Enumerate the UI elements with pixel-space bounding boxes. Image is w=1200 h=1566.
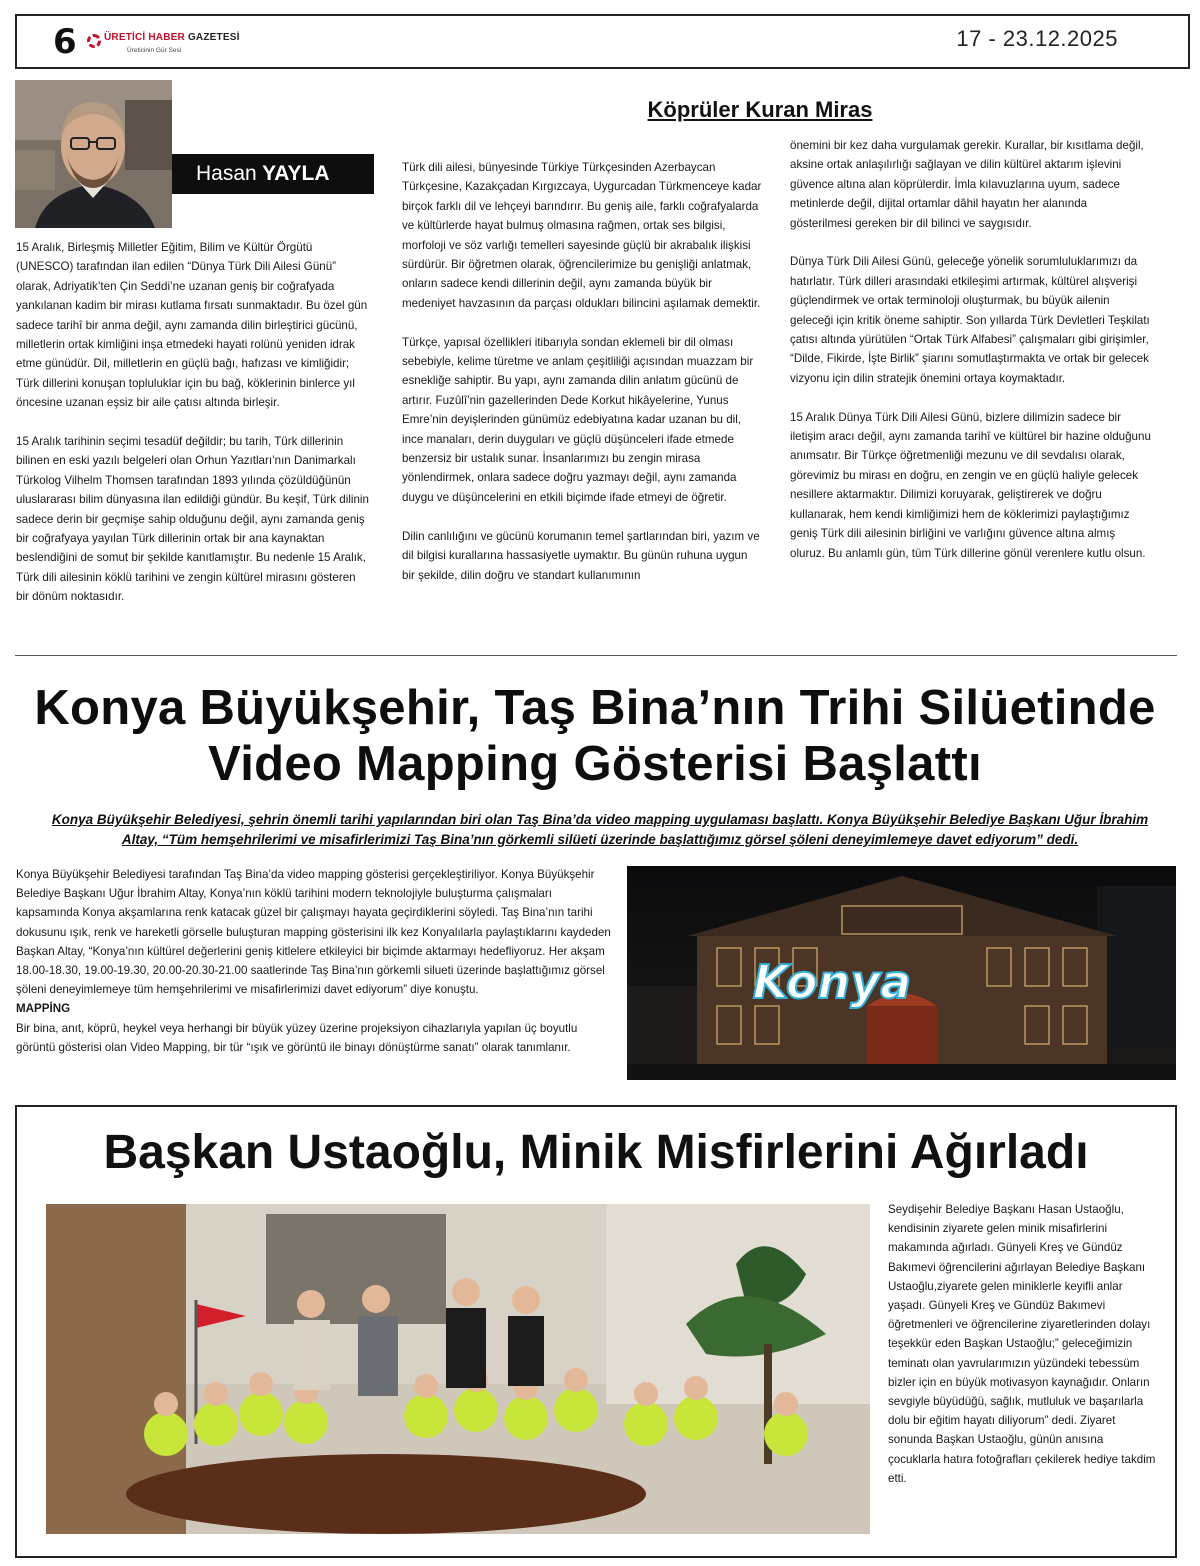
issue-date: 17 - 23.12.2025 bbox=[956, 26, 1118, 51]
lead-paragraph: Konya Büyükşehir Belediyesi, şehrin önemli tarihi yapılarından biri olan Taş Bina’da video mapping uygulaması başlattı. Konya Büyükşehir Belediye Başkanı Uğur İbrahim Altay, “Tüm hemşehrilerimi ve misafirlerimizi Taş Bina’nın görkemli silüeti üzerinde başlattığımız görsel şöleni deneyimlemeye davet ediyorum” dedi. bbox=[51, 812, 1149, 847]
headline-ustaoglu: Başkan Ustaoğlu, Minik Misfirlerini Ağırladı bbox=[103, 1126, 1089, 1179]
paragraph: Türkçe, yapısal özellikleri itibarıyla sondan eklemeli bir dil olması sebebiyle, kelime türetme ve anlam çeşitliliği açısından muazzam bir esnekliğe sahiptir. Bu yapı, aynı zamanda dilin anlatım gücünü de artırır. Fuzûlî’nin gazellerinden Dede Korkut hikâyelerine, Yunus Emre’nin deyişlerinden günümüz edebiyatına kadar uzanan bu dil, ince manaları, derin duyguları ve güçlü düşünceleri ifade etmede benzersiz bir ustalık sunar. İnsanlarımızı bu zengin mirasa yönlendirmek, onlara sadece doğru yazmayı değil, aynı zamanda duygu ve düşüncelerini en etkili biçimde ifade etmeyi de öğretir. bbox=[402, 335, 754, 504]
paragraph: 15 Aralık Dünya Türk Dili Ailesi Günü, bizlere dilimizin sadece bir iletişim aracı değil, aynı zamanda tarihî ve kültürel bir hazine olduğunu anımsatır. Bir Türkçe öğretmenliği mezunu ve dil sevdalısı olarak, görevimiz bu mirası en doğru, en zengin ve en güçlü haliyle gelecek nesillere aktarmaktır. Dilimizi koruyarak, geliştirerek ve doğru kullanarak, hem kendi kimliğimizi hem de köklerimizi paylaştığımız geniş Türk dili ailesinin birliğini ve varlığını güvence altına almış oluruz. Bu anlamlı gün, tüm Türk dillerine gönül verenlere kutlu olsun. bbox=[790, 410, 1151, 560]
story-body: Konya Büyükşehir Belediyesi tarafından Taş Bina’da video mapping gösterisi gerçekleştiriliyor. Konya Büyükşehir Belediye Başkanı Uğur İbrahim Altay, Konya’nın köklü tarihini modern teknolojiyle buluşturma çalışmaları kapsamında Konya akşamlarına renk katacak güzel bir çalışmayı hayata geçirdiklerini söyledi. Taş Bina’nın tarihi dokusunu ışık, renk ve hareketli görselle buluşturan mapping gösterisini ilk kez Konyalılarla paylaştıklarını kaydeden Başkan Altay, “Konya’nın kültürel değerlerini geniş kitlelere etkileyici bir biçimde aktarmayı hedefliyoruz. Her akşam 18.00-18.30, 19.00-19.30, 20.00-20.30-21.00 saatlerinde Taş Bina’nın görkemli silueti üzerinde başlattığımız görsel şöleni deneyimlemeye tüm hemşehrilerimi ve misafirlerimizi davet ediyorum” diye konuştu. MAPPİNG Bir bina, anıt, köprü, heykel veya herhangi bir büyük yüzey üzerine projeksiyon cihazlarıyla yapılan üç boyutlu görüntü gösterisi olan Video Mapping, bir tür “ışık ve görüntü ile binayı dönüştürme sanatı” olarak tanımlanır. bbox=[16, 865, 616, 1057]
headline-video-mapping: Konya Büyükşehir, Taş Bina’nın Trihi Silüetinde Video Mapping Gösterisi Başlattı bbox=[34, 681, 1156, 791]
paragraph: 15 Aralık, Birleşmiş Milletler Eğitim, Bilim ve Kültür Örgütü (UNESCO) tarafından ilan edilen “Dünya Türk Dili Ailesi Günü” olarak, Adriyatik’ten Çin Seddi’ne uzanan geniş bir coğrafyada yankılanan kadim bir mirası kutlama fırsatı sunmaktadır. Bu özel gün sadece tarihî bir anma değil, aynı zamanda dilin birleştirici gücünü, milletlerin ortak kimliğini inşa etmedeki hayati rolünü yeniden idrak etme günüdür. Dil, milletlerin en güçlü bağı, hafızası ve kimliğidir; Türk dillerini konuşan topluluklar için bu bağ, köklerinin binlerce yıl öncesine uzanan eşsiz bir aile çatısı altında birleşir. bbox=[16, 241, 368, 410]
section-divider bbox=[15, 655, 1177, 656]
video-mapping-photo bbox=[627, 866, 1176, 1080]
newspaper-logo bbox=[87, 28, 247, 62]
author-name: Hasan YAYLA bbox=[196, 162, 330, 185]
column-text-col2 bbox=[402, 158, 762, 585]
paragraph: 15 Aralık tarihinin seçimi tesadüf değildir; bu tarih, Türk dillerinin bilinen en eski yazılı belgeleri olan Orhun Yazıtları’nın Danimarkalı Türkolog Vilhelm Thomsen tarafından 1893 yılında çözüldüğünün uluslararası bilim dünyasına ilan edildiği gündür. Bu keşif, Türk dilinin sadece derin bir geçmişe sahip olduğunu değil, aynı zamanda geniş bir coğrafyaya yayılan Türk dillerinin ortak bir ana kaynaktan beslendiğini de somut bir şekilde kanıtlamıştır. Bu nedenle 15 Aralık, Türk dili ailesinin köklü tarihini ve zengin kültürel mirasını gösteren bir dönüm noktasıdır. bbox=[16, 435, 369, 604]
logo-tagline: Üreticinin Gür Sesi bbox=[127, 47, 182, 54]
page-number: 6 bbox=[53, 22, 77, 62]
gear-icon bbox=[87, 34, 101, 48]
konya-projection-text: Konya bbox=[752, 955, 912, 1009]
subheading: MAPPİNG bbox=[16, 1002, 71, 1016]
paragraph: Türk dili ailesi, bünyesinde Türkiye Türkçesinden Azerbaycan Türkçesine, Kazakçadan Kırgızcaya, Uygurcadan Türkmenceye kadar birçok farklı dil ve lehçeyi barındırır. Bu geniş aile, farklı coğrafyalarda ve kültürlerde hayat bulmuş olmasına rağmen, ortak ses bilgisi, morfoloji ve söz varlığı temelleri sayesinde güçlü bir akrabalık ilişkisi sürdürür. Bir öğretmen olarak, öğrencilerimize bu genişliği anlatmak, onların sadece kendi dillerinin değil, aynı zamanda büyük bir medeniyet havzasının da parçası oldukları bilincini aşılamak demektir. bbox=[402, 161, 762, 310]
paragraph: önemini bir kez daha vurgulamak gerekir. Kurallar, bir kısıtlama değil, aksine ortak anlaşılırlığı sağlayan ve dilin kültürel aktarım işlevini güvence altına alan köprülerdir. İmla kılavuzlarına uyum, sadece metinlerde değil, dijital ortamlar dâhil hayatın her alanında gösterilmesi gereken bir dil bilinci ve saygısıdır. bbox=[790, 139, 1144, 230]
page-header bbox=[15, 14, 1190, 69]
story-body-ustaoglu: Seydişehir Belediye Başkanı Hasan Ustaoğlu, kendisinin ziyarete gelen minik misafirlerini makamında ağırladı. Günyeli Kreş ve Gündüz Bakımevi öğrencilerini ağırlayan Belediye Başkanı Ustaoğlu,ziyarete gelen miniklerle keyifli anlar yaşadı. Günyeli Kreş ve Gündüz Bakımevi öğretmenleri ve öğrencilerine ziyaretlerinden dolayı teşekkür eden Başkan Ustaoğlu;” geleceğimizin teminatı olan yavrularımızın yüzündeki tebessüm bizler için en büyük motivasyon kaynağıdır. Onların sevgiyle büyüdüğü, sağlık, mutluluk ve başarılarla dolu bir eğitim hayatı diliyorum” dedi. Ziyaret sonunda Başkan Ustaoğlu, günün anısına çocuklarla hatıra fotoğrafları çekilerek hediye takdim etti. bbox=[888, 1203, 1156, 1485]
column-text-col1 bbox=[16, 238, 370, 607]
paragraph: Dilin canlılığını ve gücünü korumanın temel şartlarından biri, yazım ve dil bilgisi kurallarına hassasiyetle uymaktır. Bu günün ruhuna uygun bir şekilde, dilin doğru ve standart kullanımının bbox=[402, 529, 760, 582]
paragraph: Dünya Türk Dili Ailesi Günü, geleceğe yönelik sorumluluklarımızı da hatırlatır. Türk dilleri arasındaki etkileşimi artırmak, kültürel alışverişi güçlendirmek ve ortak terminoloji oluşturmak, bu büyük ailenin geleceği için kritik öneme sahiptir. Son yıllarda Türk Devletleri Teşkilatı çatısı altında yürütülen “Ortak Türk Alfabesi” çalışmaları gibi girişimler, “Dilde, Fikirde, İşte Birlik” şiarını somutlaştırmakta ve ortak bir gelecek vizyonu için dilin stratejik önemini ortaya koymaktadır. bbox=[790, 255, 1150, 385]
author-name-bar bbox=[172, 154, 374, 194]
author-photo bbox=[15, 80, 172, 228]
logo-wordmark: ÜRETİCİ HABER GAZETESİ bbox=[104, 32, 240, 43]
column-title: Köprüler Kuran Miras bbox=[647, 97, 873, 122]
visit-group-photo bbox=[46, 1204, 870, 1534]
column-text-col3 bbox=[790, 136, 1152, 563]
